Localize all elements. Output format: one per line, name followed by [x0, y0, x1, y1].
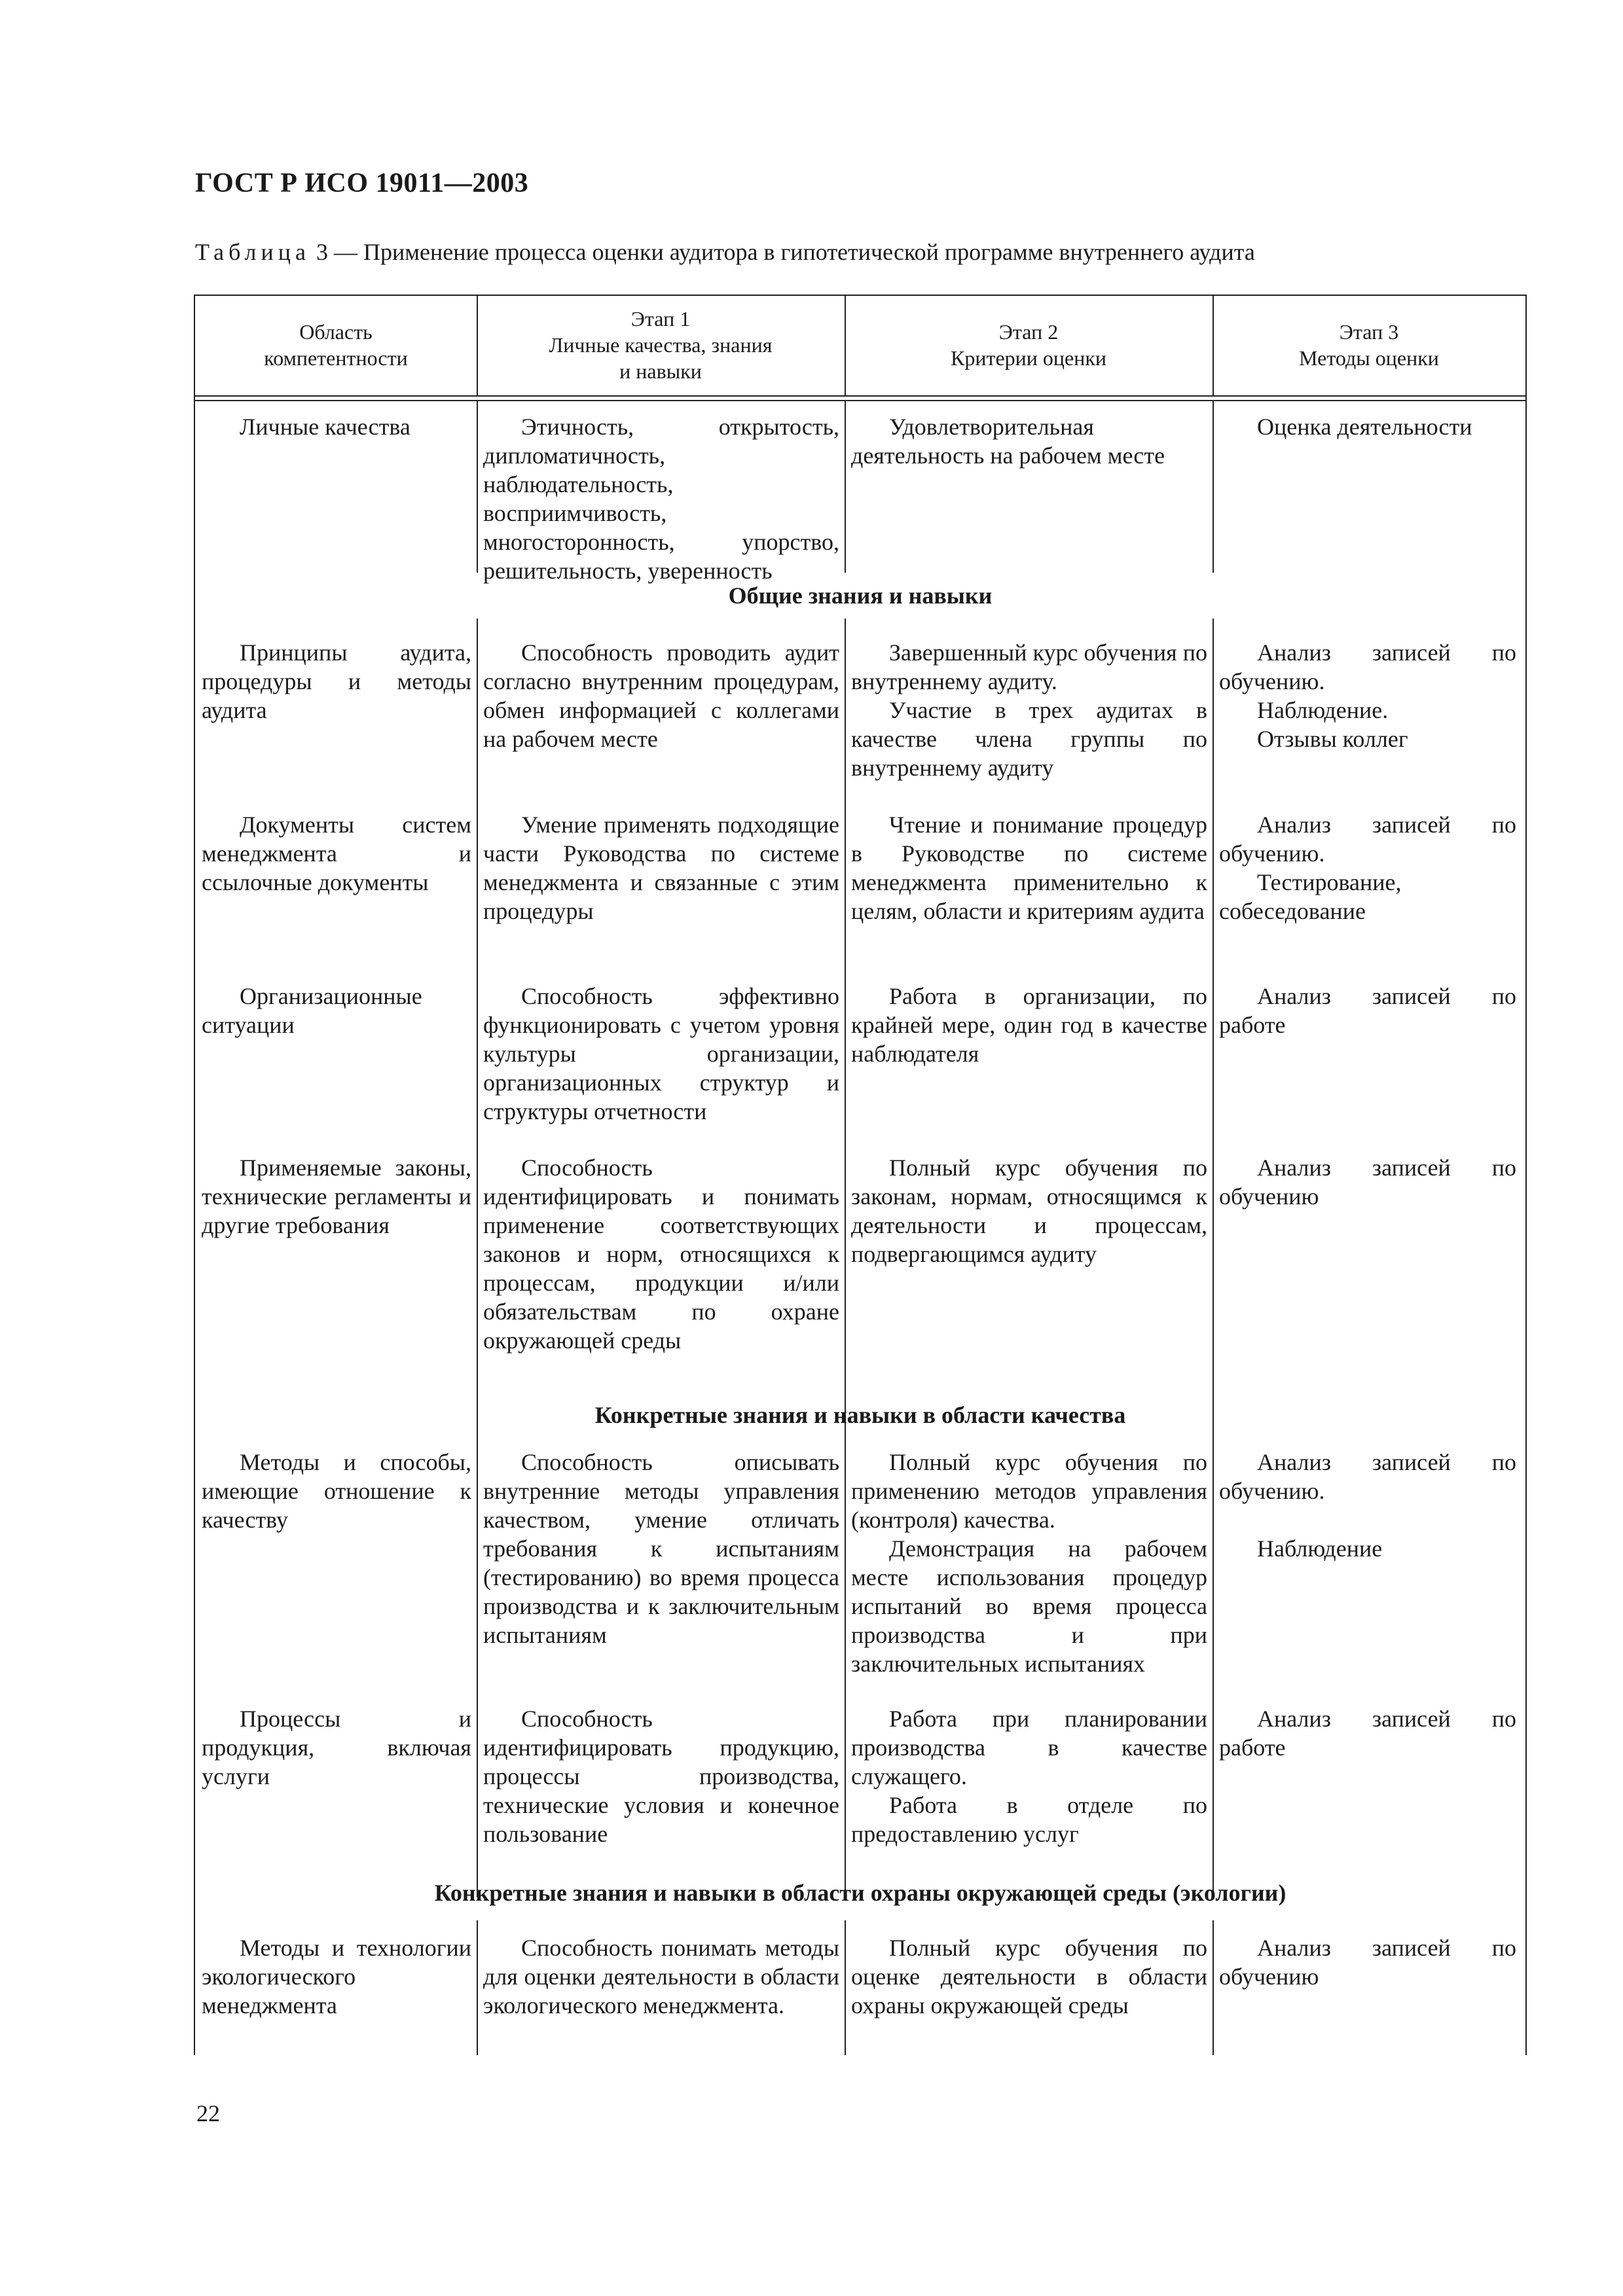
section-heading-general: Общие знания и навыки	[728, 583, 993, 609]
header-double-rule	[194, 395, 1527, 401]
table-row-processes-stage2: Работа при планировании производства в качестве служащего. Работа в отделе по предоставлению услуг	[851, 1706, 1207, 1847]
column-divider	[477, 1920, 478, 2055]
column-divider	[1213, 1920, 1214, 2055]
column-divider	[477, 400, 478, 573]
column-divider	[845, 400, 846, 573]
table-row-documents-stage1: Умение применять подходящие части Руководства по системе менеджмента и связанные с этим процедуры	[483, 812, 839, 924]
table-left-border	[194, 295, 195, 2055]
table-row-quality-methods-area: Методы и способы, имеющие отношение к качеству	[202, 1449, 471, 1533]
column-divider	[845, 1434, 846, 1897]
column-divider	[1213, 400, 1214, 573]
table-caption	[195, 238, 1439, 266]
column-divider	[845, 1920, 846, 2055]
page-number: 22	[196, 2100, 220, 2126]
table-row-quality-methods-stage2: Полный курс обучения по применению методов управления (контроля) качества. Демонстрация на рабочем месте использования процедур испытаний во время процесса производства и при заключительных испытаниях	[851, 1449, 1207, 1677]
column-divider	[1213, 1434, 1214, 1897]
table-row-laws-area: Применяемые законы, технические регламенты и другие требования	[202, 1155, 471, 1238]
table-row-personal-qualities-area: Личные качества	[240, 414, 410, 440]
table-row-laws-stage3: Анализ записей по обучению	[1219, 1155, 1516, 1210]
table-row-environmental-stage2: Полный курс обучения по оценке деятельности в области охраны окружающей среды	[851, 1935, 1207, 2018]
table-caption-label: Таблица	[195, 239, 310, 265]
table-row-laws-stage2: Полный курс обучения по законам, нормам, относящимся к деятельности и процессам, подвергающимся аудиту	[851, 1155, 1207, 1267]
section-heading-environment: Конкретные знания и навыки в области охраны окружающей среды (экологии)	[434, 1880, 1286, 1906]
table-row-processes-stage1: Способность идентифицировать продукцию, процессы производства, технические условия и конечное пользование	[483, 1706, 839, 1847]
table-row-environmental-area: Методы и технологии экологического менеджмента	[202, 1935, 471, 2018]
table-row-organizational-stage2: Работа в организации, по крайней мере, один год в качестве наблюдателя	[851, 983, 1207, 1067]
column-divider	[1213, 295, 1214, 395]
header-line: Личные качества, знания	[549, 333, 773, 357]
table-row-environmental-stage3: Анализ записей по обучению	[1219, 1935, 1516, 1990]
header-line: и навыки	[619, 359, 702, 383]
section-heading-quality: Конкретные знания и навыки в области качества	[594, 1402, 1126, 1428]
table-row-laws-stage1: Способность идентифицировать и понимать применение соответствующих законов и норм, относящихся к процессам, продукции и/или обязательствам по охране окружающей среды	[483, 1155, 839, 1354]
table-row-processes-stage3: Анализ записей по работе	[1219, 1706, 1516, 1761]
competence-table	[194, 295, 1527, 2055]
table-row-audit-principles-stage1: Способность проводить аудит согласно внутренним процедурам, обмен информацией с коллегами на рабочем месте	[483, 639, 839, 752]
table-row-audit-principles-area: Принципы аудита, процедуры и методы аудита	[202, 639, 471, 723]
table-row-documents-stage3: Анализ записей по обучению. Тестирование, собеседование	[1219, 812, 1516, 924]
table-row-organizational-area: Организационные ситуации	[202, 983, 422, 1038]
header-stage-3	[1213, 295, 1525, 395]
table-row-quality-methods-stage3: Анализ записей по обучению. Наблюдение	[1219, 1449, 1516, 1562]
header-line: Этап 2	[998, 320, 1059, 344]
header-stage-1	[477, 295, 845, 395]
table-row-personal-qualities-stage3: Оценка деятельности	[1257, 414, 1472, 440]
header-line: Область	[299, 320, 373, 344]
header-line: Этап 3	[1339, 320, 1399, 344]
table-row-environmental-stage1: Способность понимать методы для оценки деятельности в области экологического менеджмента.	[483, 1935, 839, 2018]
table-row-quality-methods-stage1: Способность описывать внутренние методы управления качеством, умение отличать требования к испытаниям (тестированию) во время процесса производства и к заключительным испытаниям	[483, 1449, 839, 1648]
table-row-processes-area: Процессы и продукция, включая услуги	[202, 1706, 471, 1789]
table-row-organizational-stage3: Анализ записей по работе	[1219, 983, 1516, 1038]
table-row-personal-qualities-stage2: Удовлетворительная деятельность на рабочем месте	[851, 414, 1165, 469]
header-line: Методы оценки	[1299, 346, 1439, 370]
table-row-documents-stage2: Чтение и понимание процедур в Руководстве по системе менеджмента применительно к целям, области и критериям аудита	[851, 812, 1207, 924]
header-stage-2	[845, 295, 1213, 395]
header-line: Критерии оценки	[950, 346, 1107, 370]
table-row-personal-qualities-stage1: Этичность, открытость, дипломатичность, наблюдательность, восприимчивость, многосторонность, упорство, решительность, уверенность	[483, 414, 839, 584]
column-divider	[477, 1434, 478, 1897]
column-divider	[477, 295, 478, 395]
table-caption-text: 3 — Применение процесса оценки аудитора в гипотетической программе внутреннего аудита	[310, 239, 1255, 265]
table-right-border	[1525, 295, 1527, 2055]
table-row-audit-principles-stage2: Завершенный курс обучения по внутреннему аудиту. Участие в трех аудитах в качестве члена группы по внутреннему аудиту	[851, 639, 1207, 781]
table-row-organizational-stage1: Способность эффективно функционировать с учетом уровня культуры организации, организационных структур и структуры отчетности	[483, 983, 839, 1124]
table-row-documents-area: Документы систем менеджмента и ссылочные документы	[202, 812, 471, 895]
document-header: ГОСТ Р ИСО 19011—2003	[195, 168, 529, 198]
header-line: Этап 1	[630, 307, 691, 331]
column-divider	[845, 295, 846, 395]
table-row-audit-principles-stage3: Анализ записей по обучению. Наблюдение. Отзывы коллег	[1219, 639, 1516, 752]
header-line: компетентности	[264, 346, 408, 370]
header-area	[195, 295, 477, 395]
